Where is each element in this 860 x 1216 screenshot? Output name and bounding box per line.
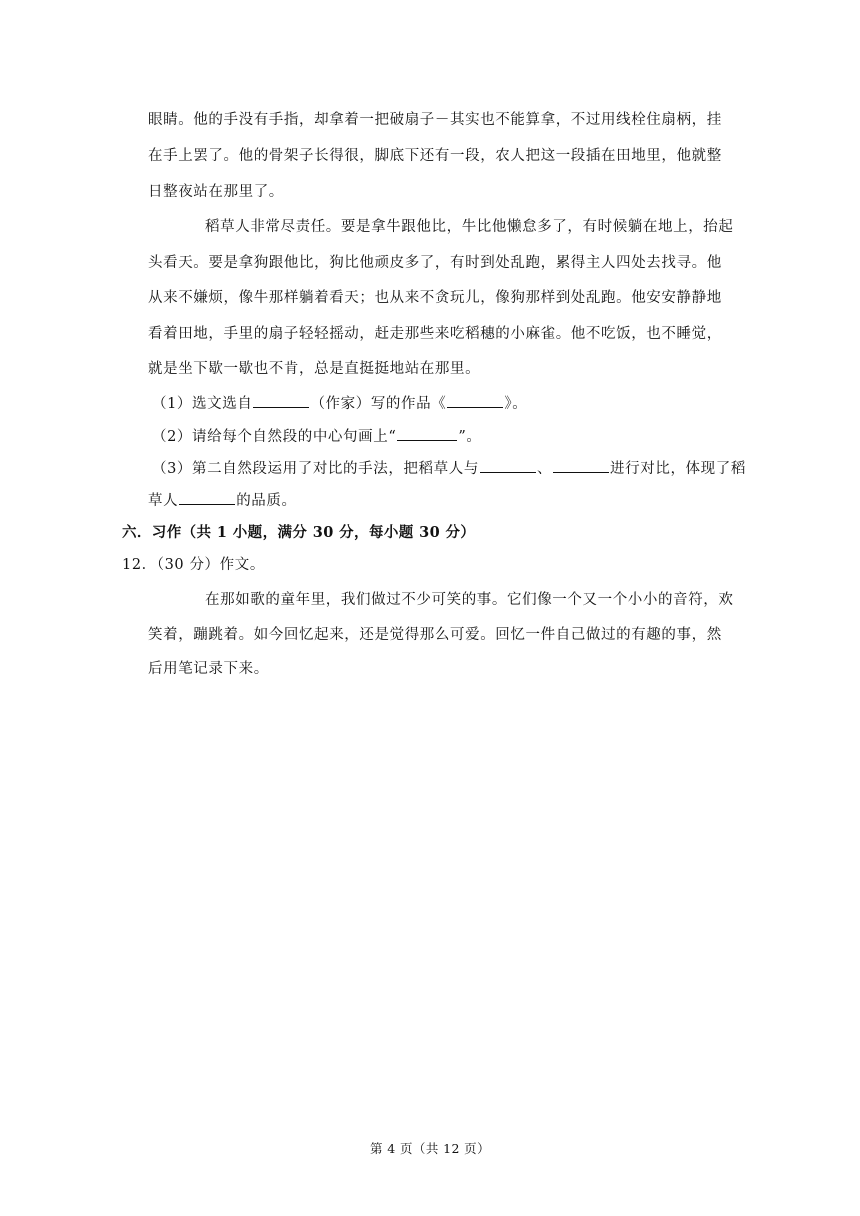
- question-3-line2-suffix: 的品质。: [236, 493, 297, 509]
- section-heading: 六．习作（共 1 小题，满分 30 分，每小题 30 分）: [122, 524, 476, 541]
- question-3-suffix: 进行对比，体现了稻: [610, 461, 746, 477]
- question-1: [152, 393, 527, 414]
- passage-line: 就是坐下歇一歇也不肯，总是直挺挺地站在那里。: [148, 361, 481, 377]
- question-3-sep: 、: [536, 461, 553, 477]
- page-footer: 第 4 页（共 12 页）: [370, 1141, 490, 1156]
- question-1-prefix: （1）选文选自: [152, 396, 253, 412]
- question-1-middle: （作家）写的作品《: [310, 396, 447, 412]
- answer-blank[interactable]: [553, 458, 609, 473]
- answer-blank[interactable]: [179, 490, 235, 505]
- essay-prompt-line: 笑着，蹦跳着。如今回忆起来，还是觉得那么可爱。回忆一件自己做过的有趣的事，然: [148, 627, 722, 643]
- question-3-prefix: （3）第二自然段运用了对比的手法，把稻草人与: [152, 461, 479, 477]
- essay-prompt-line: 在那如歌的童年里，我们做过不少可笑的事。它们像一个又一个小小的音符，欢: [205, 592, 734, 608]
- question-2: [152, 426, 481, 447]
- passage-line: 头看天。要是拿狗跟他比，狗比他顽皮多了，有时到处乱跑，累得主人四处去找寻。他: [148, 255, 722, 271]
- question-2-prefix: （2）请给每个自然段的中心句画上“: [152, 429, 397, 445]
- answer-blank[interactable]: [447, 393, 503, 408]
- passage-line: 日整夜站在那里了。: [148, 184, 284, 200]
- answer-blank[interactable]: [480, 458, 536, 473]
- passage-line: 眼睛。他的手没有手指，却拿着一把破扇子－其实也不能算拿，不过用线栓住扇柄，挂: [148, 112, 722, 128]
- passage-line: 从来不嫌烦，像牛那样躺着看天；也从来不贪玩儿，像狗那样到处乱跑。他安安静静地: [148, 290, 722, 306]
- passage-line: 看着田地，手里的扇子轻轻摇动，赶走那些来吃稻穗的小麻雀。他不吃饭，也不睡觉，: [148, 326, 722, 342]
- answer-blank[interactable]: [397, 426, 457, 441]
- essay-prompt-line: 后用笔记录下来。: [148, 661, 269, 677]
- question-12-label: 12．（30 分）作文。: [122, 557, 265, 573]
- answer-blank[interactable]: [253, 393, 309, 408]
- passage-line: 稻草人非常尽责任。要是拿牛跟他比，牛比他懒怠多了，有时候躺在地上，抬起: [205, 219, 734, 235]
- question-3-line2: [148, 490, 297, 511]
- question-1-suffix: 》。: [504, 396, 528, 412]
- question-3-line2-prefix: 草人: [148, 493, 179, 509]
- passage-line: 在手上罢了。他的骨架子长得很，脚底下还有一段，农人把这一段插在田地里，他就整: [148, 148, 722, 164]
- question-2-suffix: ”。: [458, 429, 482, 445]
- question-3: [152, 458, 746, 479]
